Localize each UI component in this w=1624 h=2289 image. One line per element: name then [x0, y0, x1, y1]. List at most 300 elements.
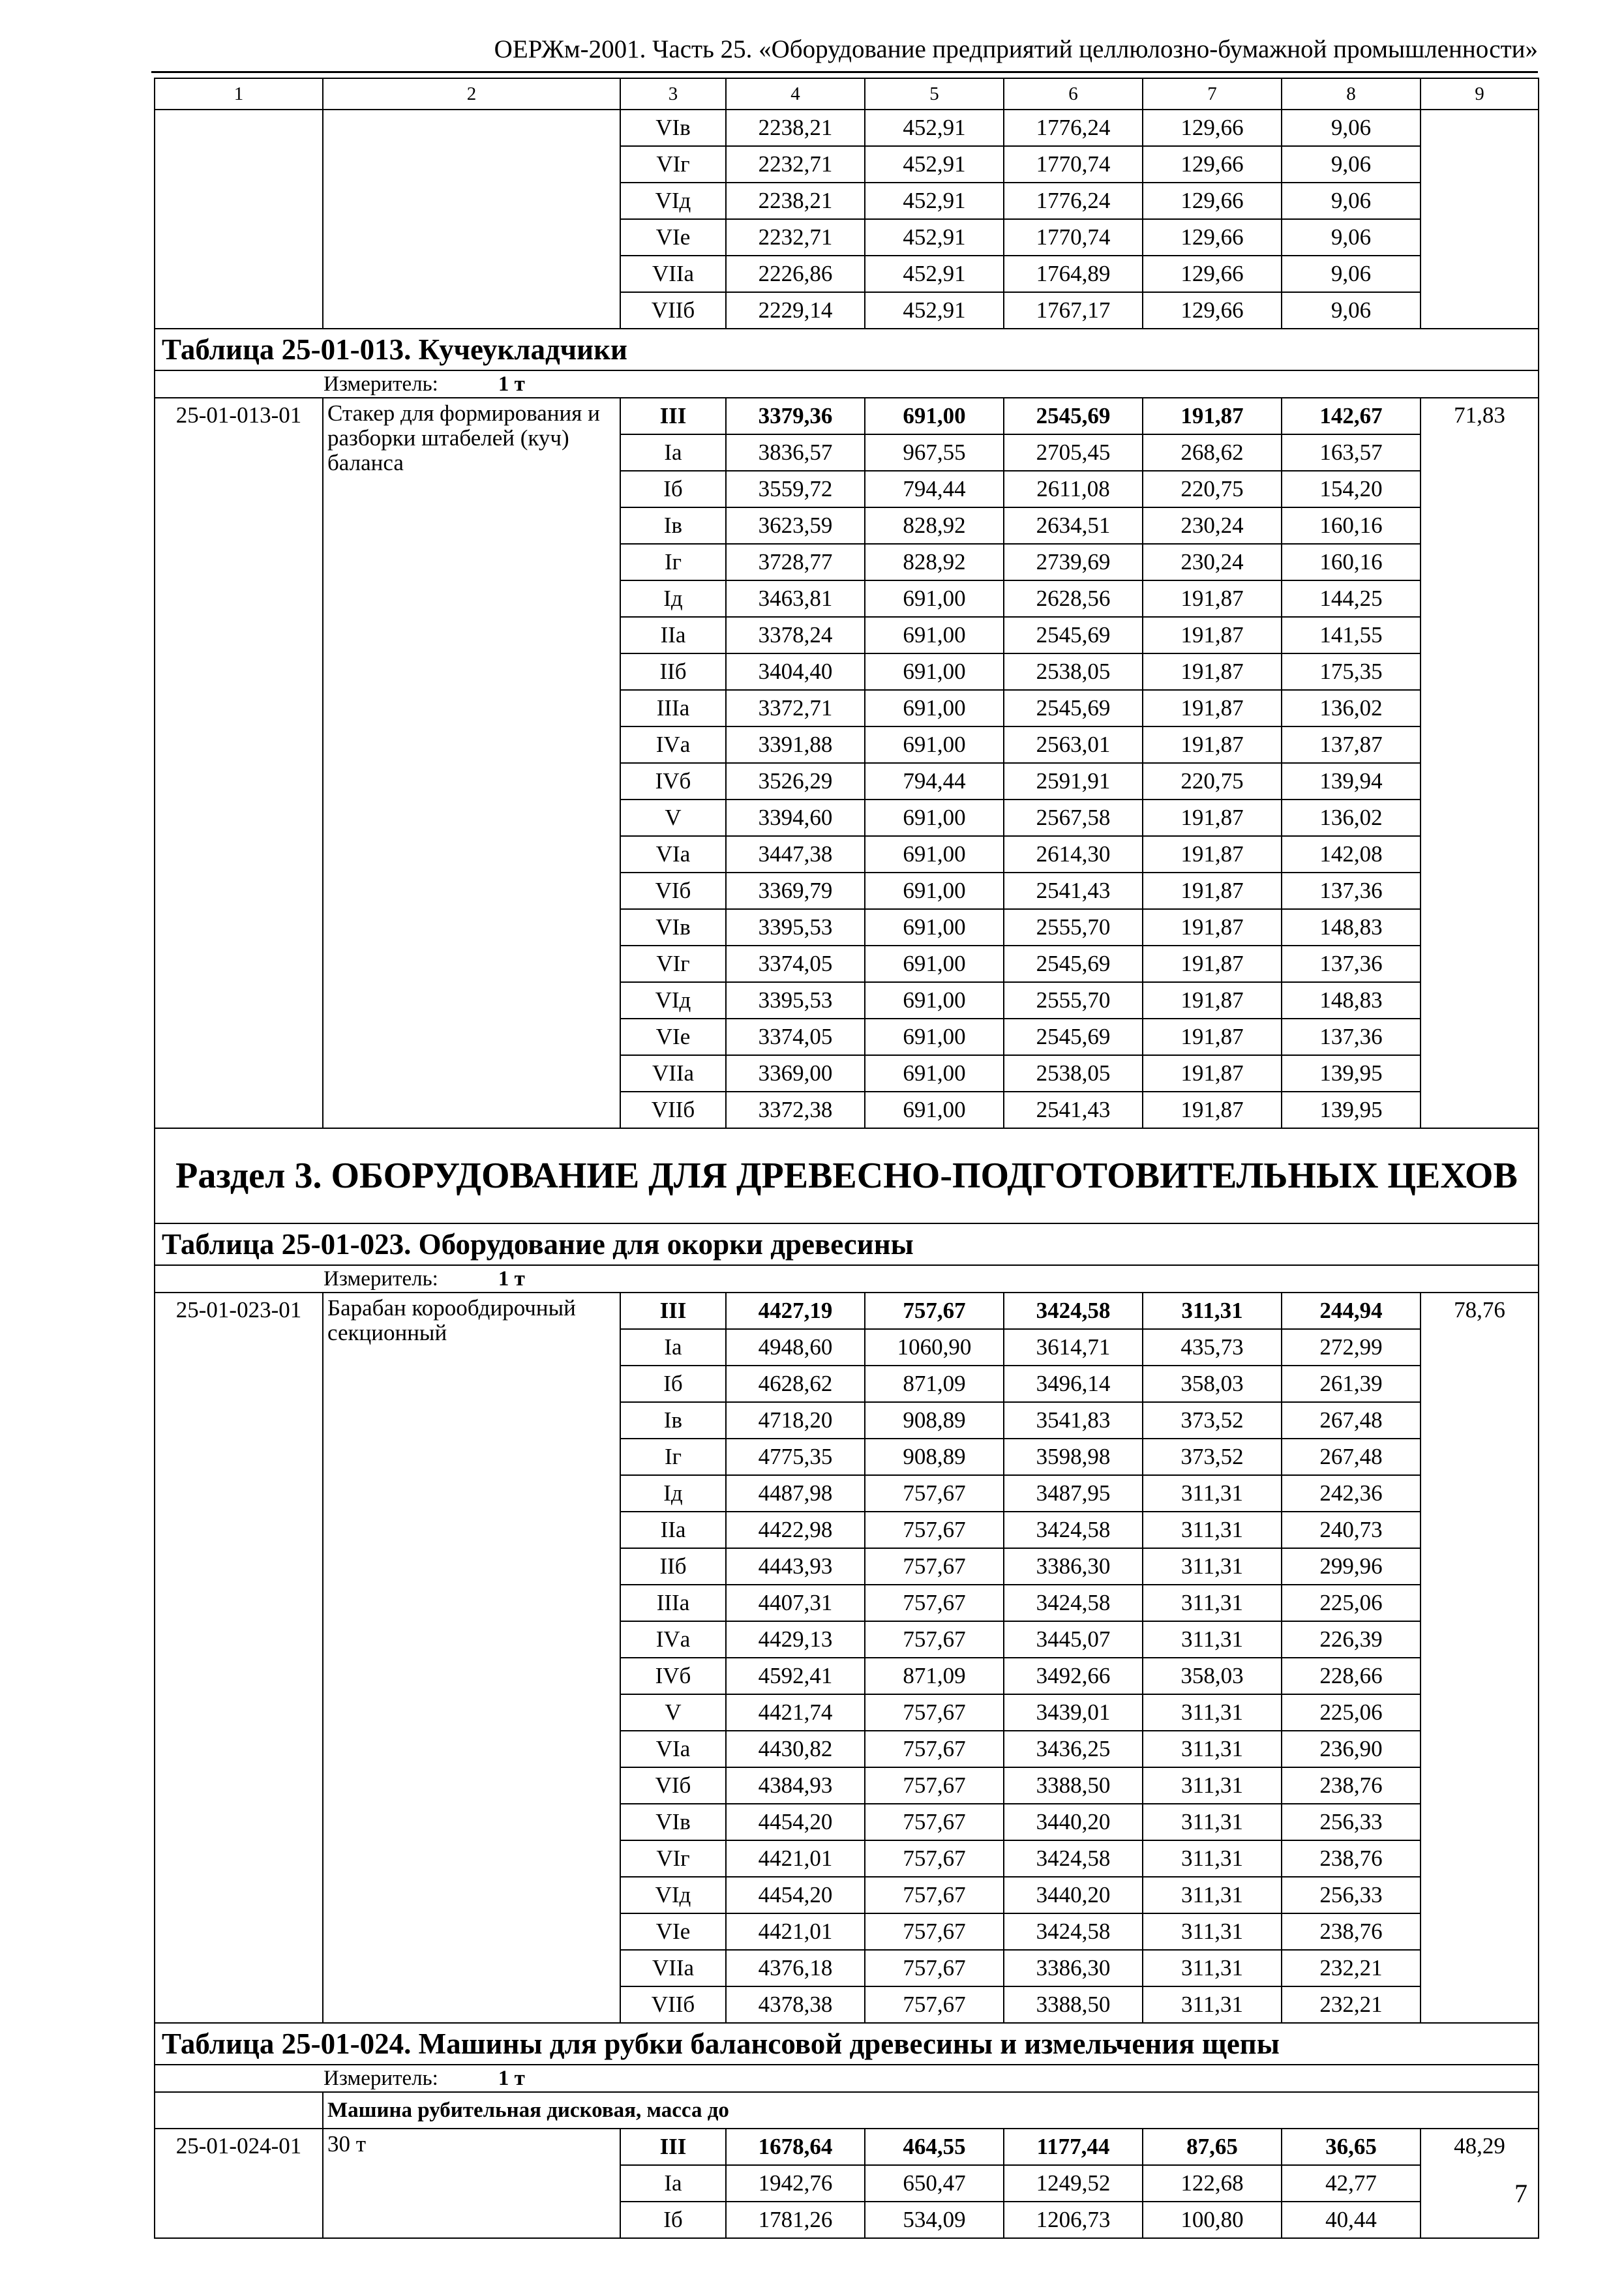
rate-code: 25-01-023-01 — [155, 1293, 323, 2023]
value-cell: 2555,70 — [1004, 982, 1143, 1019]
value-cell: 464,55 — [865, 2129, 1004, 2165]
value-cell: 267,48 — [1282, 1439, 1421, 1475]
value-cell: 311,31 — [1143, 1986, 1282, 2023]
value-cell: 4592,41 — [726, 1658, 865, 1694]
value-cell: 311,31 — [1143, 1621, 1282, 1658]
zone-cell: III — [620, 2129, 726, 2165]
value-cell: 3395,53 — [726, 982, 865, 1019]
value-cell: 3369,00 — [726, 1055, 865, 1092]
value-cell: 40,44 — [1282, 2202, 1421, 2238]
value-cell: 3439,01 — [1004, 1694, 1143, 1731]
subheading-row — [155, 2092, 1539, 2129]
value-cell: 3378,24 — [726, 617, 865, 653]
rate-code — [155, 110, 323, 329]
zone-cell: IVа — [620, 726, 726, 763]
value-cell: 691,00 — [865, 946, 1004, 982]
value-cell: 2538,05 — [1004, 1055, 1143, 1092]
value-cell: 871,09 — [865, 1658, 1004, 1694]
zone-cell: VIIб — [620, 292, 726, 329]
value-cell: 3598,98 — [1004, 1439, 1143, 1475]
value-cell: 3447,38 — [726, 836, 865, 873]
value-cell: 2545,69 — [1004, 690, 1143, 726]
value-cell: 122,68 — [1143, 2165, 1282, 2202]
value-cell: 238,76 — [1282, 1767, 1421, 1804]
zone-cell: VIIб — [620, 1092, 726, 1128]
table-row — [155, 1293, 1539, 1329]
value-cell: 311,31 — [1143, 1950, 1282, 1986]
zone-cell: VIе — [620, 1019, 726, 1055]
measure-unit — [155, 370, 1539, 398]
value-cell: 2634,51 — [1004, 507, 1143, 544]
subheading-spacer — [155, 2092, 323, 2129]
value-cell: 2226,86 — [726, 256, 865, 292]
zone-cell: IIб — [620, 653, 726, 690]
value-cell: 757,67 — [865, 1512, 1004, 1548]
value-cell: 160,16 — [1282, 544, 1421, 580]
table-title: Таблица 25-01-013. Кучеукладчики — [155, 329, 1539, 370]
value-cell: 1678,64 — [726, 2129, 865, 2165]
zone-cell: Iв — [620, 507, 726, 544]
ratio-cell: 48,29 — [1421, 2129, 1539, 2238]
value-cell: 9,06 — [1282, 219, 1421, 256]
value-cell: 139,95 — [1282, 1092, 1421, 1128]
value-cell: 2567,58 — [1004, 800, 1143, 836]
value-cell: 757,67 — [865, 1621, 1004, 1658]
zone-cell: VIIа — [620, 1950, 726, 1986]
value-cell: 220,75 — [1143, 471, 1282, 507]
column-number: 3 — [620, 78, 726, 110]
value-cell: 3559,72 — [726, 471, 865, 507]
value-cell: 757,67 — [865, 1950, 1004, 1986]
value-cell: 142,08 — [1282, 836, 1421, 873]
value-cell: 129,66 — [1143, 146, 1282, 183]
value-cell: 225,06 — [1282, 1694, 1421, 1731]
value-cell: 175,35 — [1282, 653, 1421, 690]
value-cell: 311,31 — [1143, 1731, 1282, 1767]
value-cell: 230,24 — [1143, 544, 1282, 580]
zone-cell: Iв — [620, 1402, 726, 1439]
value-cell: 967,55 — [865, 434, 1004, 471]
value-cell: 2614,30 — [1004, 836, 1143, 873]
value-cell: 3496,14 — [1004, 1366, 1143, 1402]
value-cell: 4443,93 — [726, 1548, 865, 1585]
value-cell: 228,66 — [1282, 1658, 1421, 1694]
value-cell: 1942,76 — [726, 2165, 865, 2202]
value-cell: 691,00 — [865, 800, 1004, 836]
value-cell: 311,31 — [1143, 1512, 1282, 1548]
value-cell: 691,00 — [865, 909, 1004, 946]
value-cell: 230,24 — [1143, 507, 1282, 544]
table-title-row — [155, 2023, 1539, 2065]
value-cell: 129,66 — [1143, 219, 1282, 256]
value-cell: 311,31 — [1143, 1804, 1282, 1840]
value-cell: 908,89 — [865, 1402, 1004, 1439]
value-cell: 3424,58 — [1004, 1293, 1143, 1329]
value-cell: 3388,50 — [1004, 1767, 1143, 1804]
value-cell: 268,62 — [1143, 434, 1282, 471]
zone-cell: IIа — [620, 617, 726, 653]
value-cell: 236,90 — [1282, 1731, 1421, 1767]
value-cell: 267,48 — [1282, 1402, 1421, 1439]
value-cell: 232,21 — [1282, 1986, 1421, 2023]
zone-cell: VIд — [620, 982, 726, 1019]
value-cell: 1781,26 — [726, 2202, 865, 2238]
value-cell: 828,92 — [865, 507, 1004, 544]
value-cell: 757,67 — [865, 1731, 1004, 1767]
value-cell: 272,99 — [1282, 1329, 1421, 1366]
value-cell: 373,52 — [1143, 1402, 1282, 1439]
value-cell: 1776,24 — [1004, 183, 1143, 219]
value-cell: 691,00 — [865, 1092, 1004, 1128]
value-cell: 191,87 — [1143, 800, 1282, 836]
value-cell: 4487,98 — [726, 1475, 865, 1512]
value-cell: 191,87 — [1143, 946, 1282, 982]
column-number: 1 — [155, 78, 323, 110]
zone-cell: Iг — [620, 544, 726, 580]
value-cell: 311,31 — [1143, 1877, 1282, 1913]
value-cell: 691,00 — [865, 580, 1004, 617]
value-cell: 136,02 — [1282, 800, 1421, 836]
zone-cell: VIе — [620, 1913, 726, 1950]
value-cell: 2238,21 — [726, 110, 865, 146]
zone-cell: VIг — [620, 1840, 726, 1877]
header-divider — [151, 71, 1538, 73]
value-cell: 3440,20 — [1004, 1877, 1143, 1913]
ratio-cell — [1421, 110, 1539, 329]
zone-cell: Iд — [620, 1475, 726, 1512]
zone-cell: V — [620, 1694, 726, 1731]
zone-cell: III — [620, 398, 726, 434]
value-cell: 191,87 — [1143, 398, 1282, 434]
value-cell: 9,06 — [1282, 292, 1421, 329]
value-cell: 794,44 — [865, 763, 1004, 800]
zone-cell: Iа — [620, 434, 726, 471]
page-header: ОЕРЖм-2001. Часть 25. «Оборудование предприятий целлюлозно-бумажной промышленности» — [494, 35, 1538, 63]
value-cell: 3445,07 — [1004, 1621, 1143, 1658]
value-cell: 3374,05 — [726, 1019, 865, 1055]
value-cell: 9,06 — [1282, 110, 1421, 146]
value-cell: 3391,88 — [726, 726, 865, 763]
value-cell: 311,31 — [1143, 1475, 1282, 1512]
zone-cell: VIд — [620, 183, 726, 219]
value-cell: 534,09 — [865, 2202, 1004, 2238]
value-cell: 3394,60 — [726, 800, 865, 836]
measure-unit — [155, 2065, 1539, 2092]
value-cell: 311,31 — [1143, 1767, 1282, 1804]
value-cell: 452,91 — [865, 146, 1004, 183]
value-cell: 242,36 — [1282, 1475, 1421, 1512]
value-cell: 191,87 — [1143, 726, 1282, 763]
measure-row — [155, 370, 1539, 398]
value-cell: 87,65 — [1143, 2129, 1282, 2165]
value-cell: 3372,38 — [726, 1092, 865, 1128]
value-cell: 226,39 — [1282, 1621, 1421, 1658]
value-cell: 691,00 — [865, 617, 1004, 653]
zone-cell: VIб — [620, 873, 726, 909]
zone-cell: Iб — [620, 471, 726, 507]
value-cell: 9,06 — [1282, 146, 1421, 183]
value-cell: 129,66 — [1143, 292, 1282, 329]
value-cell: 4422,98 — [726, 1512, 865, 1548]
value-cell: 871,09 — [865, 1366, 1004, 1402]
value-cell: 129,66 — [1143, 110, 1282, 146]
value-cell: 4430,82 — [726, 1731, 865, 1767]
value-cell: 9,06 — [1282, 256, 1421, 292]
value-cell: 691,00 — [865, 836, 1004, 873]
value-cell: 2541,43 — [1004, 1092, 1143, 1128]
zone-cell: VIб — [620, 1767, 726, 1804]
rates-table — [154, 78, 1539, 2239]
zone-cell: IVа — [620, 1621, 726, 1658]
value-cell: 299,96 — [1282, 1548, 1421, 1585]
value-cell: 141,55 — [1282, 617, 1421, 653]
value-cell: 244,94 — [1282, 1293, 1421, 1329]
value-cell: 311,31 — [1143, 1840, 1282, 1877]
value-cell: 191,87 — [1143, 1055, 1282, 1092]
zone-cell: Iб — [620, 1366, 726, 1402]
value-cell: 691,00 — [865, 726, 1004, 763]
value-cell: 2229,14 — [726, 292, 865, 329]
value-cell: 238,76 — [1282, 1913, 1421, 1950]
value-cell: 2238,21 — [726, 183, 865, 219]
value-cell: 311,31 — [1143, 1694, 1282, 1731]
value-cell: 1060,90 — [865, 1329, 1004, 1366]
value-cell: 650,47 — [865, 2165, 1004, 2202]
value-cell: 2739,69 — [1004, 544, 1143, 580]
value-cell: 3424,58 — [1004, 1913, 1143, 1950]
value-cell: 191,87 — [1143, 653, 1282, 690]
equipment-name: 30 т — [323, 2129, 620, 2238]
table-row — [155, 2129, 1539, 2165]
value-cell: 3526,29 — [726, 763, 865, 800]
value-cell: 757,67 — [865, 1840, 1004, 1877]
zone-cell: Iа — [620, 2165, 726, 2202]
value-cell: 2232,71 — [726, 146, 865, 183]
value-cell: 757,67 — [865, 1804, 1004, 1840]
value-cell: 757,67 — [865, 1475, 1004, 1512]
value-cell: 435,73 — [1143, 1329, 1282, 1366]
value-cell: 2538,05 — [1004, 653, 1143, 690]
value-cell: 3728,77 — [726, 544, 865, 580]
value-cell: 794,44 — [865, 471, 1004, 507]
value-cell: 139,94 — [1282, 763, 1421, 800]
value-cell: 4378,38 — [726, 1986, 865, 2023]
value-cell: 3424,58 — [1004, 1512, 1143, 1548]
value-cell: 3424,58 — [1004, 1585, 1143, 1621]
value-cell: 225,06 — [1282, 1585, 1421, 1621]
value-cell: 757,67 — [865, 1767, 1004, 1804]
value-cell: 36,65 — [1282, 2129, 1421, 2165]
value-cell: 3386,30 — [1004, 1950, 1143, 1986]
value-cell: 191,87 — [1143, 1092, 1282, 1128]
value-cell: 311,31 — [1143, 1548, 1282, 1585]
value-cell: 311,31 — [1143, 1585, 1282, 1621]
value-cell: 137,36 — [1282, 1019, 1421, 1055]
value-cell: 691,00 — [865, 873, 1004, 909]
ratio-cell: 78,76 — [1421, 1293, 1539, 2023]
measure-label: Измеритель: — [323, 1267, 438, 1291]
table-title-row — [155, 329, 1539, 370]
measure-value: 1 т — [498, 2067, 525, 2090]
value-cell: 3623,59 — [726, 507, 865, 544]
value-cell: 3372,71 — [726, 690, 865, 726]
equipment-name: Барабан корообдирочный секционный — [323, 1293, 620, 2023]
value-cell: 148,83 — [1282, 909, 1421, 946]
value-cell: 691,00 — [865, 982, 1004, 1019]
zone-cell: III — [620, 1293, 726, 1329]
value-cell: 3541,83 — [1004, 1402, 1143, 1439]
value-cell: 4775,35 — [726, 1439, 865, 1475]
value-cell: 4948,60 — [726, 1329, 865, 1366]
column-number: 4 — [726, 78, 865, 110]
value-cell: 358,03 — [1143, 1366, 1282, 1402]
value-cell: 311,31 — [1143, 1913, 1282, 1950]
measure-label: Измеритель: — [323, 2067, 438, 2090]
subheading: Машина рубительная дисковая, масса до — [323, 2092, 1539, 2129]
value-cell: 1776,24 — [1004, 110, 1143, 146]
zone-cell: VIв — [620, 1804, 726, 1840]
value-cell: 3404,40 — [726, 653, 865, 690]
value-cell: 757,67 — [865, 1585, 1004, 1621]
value-cell: 691,00 — [865, 398, 1004, 434]
measure-value: 1 т — [498, 1267, 525, 1291]
value-cell: 2545,69 — [1004, 1019, 1143, 1055]
value-cell: 691,00 — [865, 1055, 1004, 1092]
value-cell: 757,67 — [865, 1986, 1004, 2023]
value-cell: 3369,79 — [726, 873, 865, 909]
value-cell: 3395,53 — [726, 909, 865, 946]
zone-cell: IIIа — [620, 1585, 726, 1621]
value-cell: 2545,69 — [1004, 946, 1143, 982]
value-cell: 2232,71 — [726, 219, 865, 256]
value-cell: 452,91 — [865, 219, 1004, 256]
value-cell: 4384,93 — [726, 1767, 865, 1804]
value-cell: 160,16 — [1282, 507, 1421, 544]
value-cell: 2541,43 — [1004, 873, 1143, 909]
value-cell: 4421,01 — [726, 1840, 865, 1877]
value-cell: 191,87 — [1143, 873, 1282, 909]
value-cell: 137,36 — [1282, 946, 1421, 982]
value-cell: 757,67 — [865, 1694, 1004, 1731]
column-number: 6 — [1004, 78, 1143, 110]
column-number: 8 — [1282, 78, 1421, 110]
value-cell: 4454,20 — [726, 1804, 865, 1840]
value-cell: 4718,20 — [726, 1402, 865, 1439]
table-title: Таблица 25-01-023. Оборудование для окорки древесины — [155, 1223, 1539, 1265]
value-cell: 3614,71 — [1004, 1329, 1143, 1366]
value-cell: 3440,20 — [1004, 1804, 1143, 1840]
value-cell: 3424,58 — [1004, 1840, 1143, 1877]
equipment-name — [323, 110, 620, 329]
zone-cell: VIа — [620, 836, 726, 873]
rate-code: 25-01-024-01 — [155, 2129, 323, 2238]
value-cell: 1249,52 — [1004, 2165, 1143, 2202]
value-cell: 4427,19 — [726, 1293, 865, 1329]
value-cell: 3388,50 — [1004, 1986, 1143, 2023]
value-cell: 240,73 — [1282, 1512, 1421, 1548]
value-cell: 137,87 — [1282, 726, 1421, 763]
value-cell: 828,92 — [865, 544, 1004, 580]
value-cell: 311,31 — [1143, 1293, 1282, 1329]
rate-code: 25-01-013-01 — [155, 398, 323, 1128]
value-cell: 3386,30 — [1004, 1548, 1143, 1585]
value-cell: 2555,70 — [1004, 909, 1143, 946]
column-number-row — [155, 78, 1539, 110]
value-cell: 908,89 — [865, 1439, 1004, 1475]
value-cell: 154,20 — [1282, 471, 1421, 507]
value-cell: 129,66 — [1143, 183, 1282, 219]
value-cell: 2628,56 — [1004, 580, 1143, 617]
value-cell: 144,25 — [1282, 580, 1421, 617]
zone-cell: V — [620, 800, 726, 836]
value-cell: 3487,95 — [1004, 1475, 1143, 1512]
zone-cell: IVб — [620, 763, 726, 800]
value-cell: 2591,91 — [1004, 763, 1143, 800]
zone-cell: VIIа — [620, 256, 726, 292]
zone-cell: VIе — [620, 219, 726, 256]
value-cell: 2611,08 — [1004, 471, 1143, 507]
column-number: 9 — [1421, 78, 1539, 110]
value-cell: 261,39 — [1282, 1366, 1421, 1402]
value-cell: 1767,17 — [1004, 292, 1143, 329]
value-cell: 3379,36 — [726, 398, 865, 434]
zone-cell: VIв — [620, 909, 726, 946]
value-cell: 1764,89 — [1004, 256, 1143, 292]
section-row — [155, 1128, 1539, 1223]
column-number: 7 — [1143, 78, 1282, 110]
zone-cell: VIг — [620, 146, 726, 183]
zone-cell: VIв — [620, 110, 726, 146]
value-cell: 1770,74 — [1004, 219, 1143, 256]
value-cell: 191,87 — [1143, 909, 1282, 946]
value-cell: 452,91 — [865, 183, 1004, 219]
value-cell: 3463,81 — [726, 580, 865, 617]
zone-cell: VIа — [620, 1731, 726, 1767]
column-number: 5 — [865, 78, 1004, 110]
zone-cell: Iг — [620, 1439, 726, 1475]
value-cell: 220,75 — [1143, 763, 1282, 800]
value-cell: 358,03 — [1143, 1658, 1282, 1694]
value-cell: 4376,18 — [726, 1950, 865, 1986]
value-cell: 4421,74 — [726, 1694, 865, 1731]
value-cell: 3836,57 — [726, 434, 865, 471]
value-cell: 1206,73 — [1004, 2202, 1143, 2238]
measure-value: 1 т — [498, 372, 525, 396]
value-cell: 2563,01 — [1004, 726, 1143, 763]
value-cell: 238,76 — [1282, 1840, 1421, 1877]
zone-cell: IIIа — [620, 690, 726, 726]
column-number: 2 — [323, 78, 620, 110]
value-cell: 191,87 — [1143, 982, 1282, 1019]
zone-cell: VIIб — [620, 1986, 726, 2023]
value-cell: 142,67 — [1282, 398, 1421, 434]
value-cell: 191,87 — [1143, 617, 1282, 653]
value-cell: 191,87 — [1143, 1019, 1282, 1055]
value-cell: 148,83 — [1282, 982, 1421, 1019]
value-cell: 4407,31 — [726, 1585, 865, 1621]
value-cell: 3436,25 — [1004, 1731, 1143, 1767]
value-cell: 191,87 — [1143, 836, 1282, 873]
value-cell: 452,91 — [865, 292, 1004, 329]
value-cell: 163,57 — [1282, 434, 1421, 471]
page-number: 7 — [1514, 2179, 1527, 2208]
value-cell: 3374,05 — [726, 946, 865, 982]
value-cell: 2705,45 — [1004, 434, 1143, 471]
value-cell: 137,36 — [1282, 873, 1421, 909]
value-cell: 3492,66 — [1004, 1658, 1143, 1694]
table-row — [155, 110, 1539, 146]
value-cell: 139,95 — [1282, 1055, 1421, 1092]
